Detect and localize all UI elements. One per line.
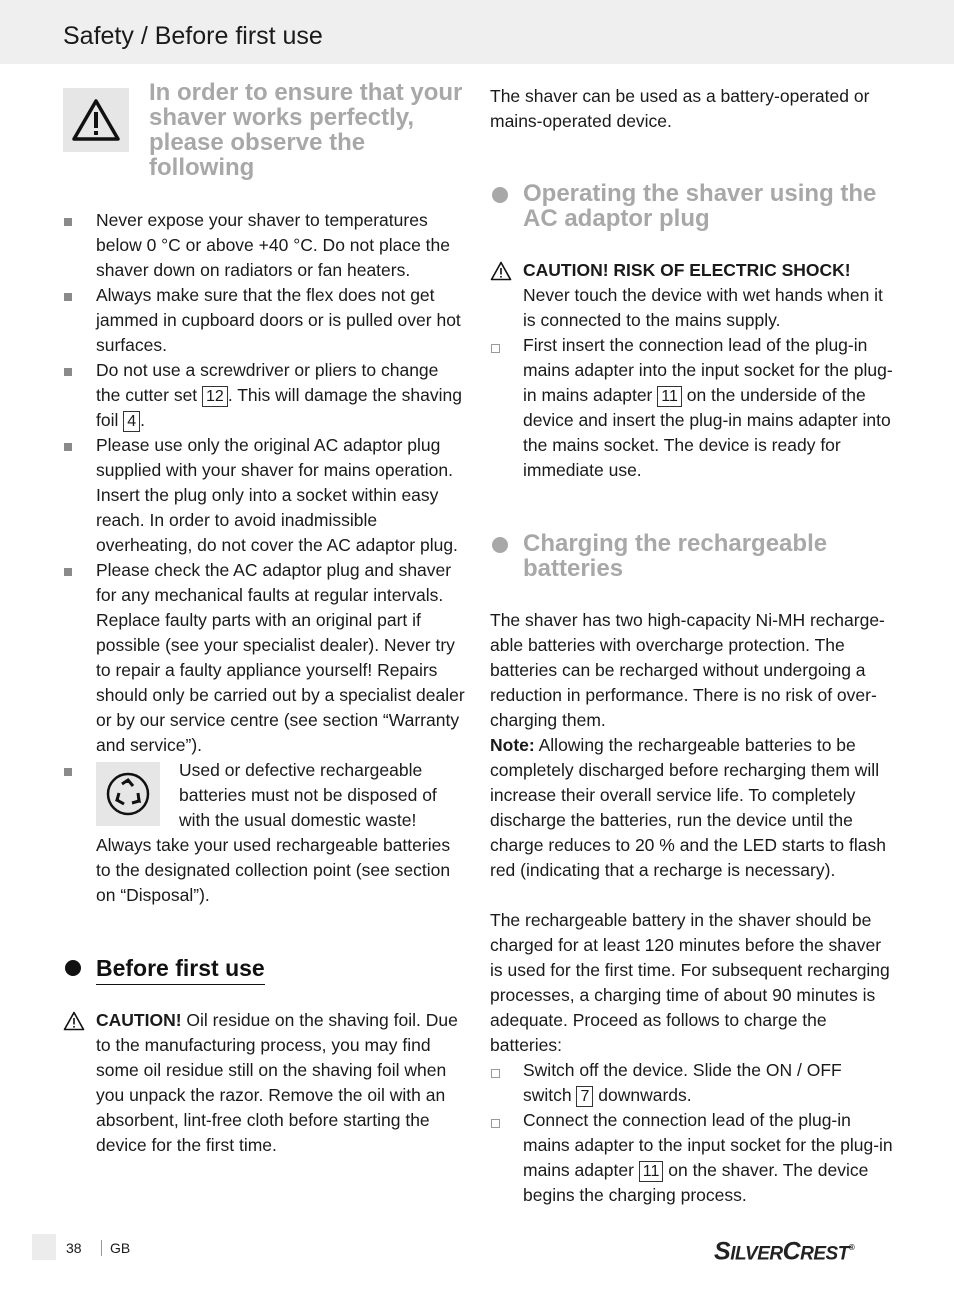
list-item: Do not use a screwdriver or pliers to change the cutter set 12 . This will damage the shaving foil 4 . xyxy=(63,358,465,433)
oil-caution: CAUTION! Oil residue on the shaving foil. Due to the manufacturing process, you may find some oil residue still on the shaving foil when you unpack the razor. Remove the oil with an absorbent, lint-free cloth before starting the device for the first time. xyxy=(63,1008,465,1158)
part-ref-11: 11 xyxy=(639,1161,664,1182)
right-column xyxy=(490,84,894,1205)
charge-steps xyxy=(490,1058,894,1208)
bullet-square-icon xyxy=(64,368,72,376)
list-item: Switch off the device. Slide the ON / OFF switch 7 downwards. xyxy=(490,1058,894,1108)
safety-list xyxy=(63,208,465,908)
caution-triangle-icon xyxy=(63,1011,85,1031)
list-item: Used or defective rechargeable batteries must not be disposed of with the usual domestic waste! Always take your used rechargeable batteries to the designated collection point (see section on “Disposal”). xyxy=(63,758,465,908)
list-item: Never expose your shaver to temperatures below 0 °C or above +40 °C. Do not place the shaver down on radiators or fan heaters. xyxy=(63,208,465,283)
list-item: First insert the connection lead of the plug-in mains adapter into the input socket for the plug-in mains adapter 11 on the underside of the device and insert the plug-in mains adapter into the mains socket. The device is ready for immediate use. xyxy=(490,333,894,483)
language-code: GB xyxy=(101,1240,130,1256)
safety-heading: In order to ensure that your shaver works perfectly, please observe the following xyxy=(149,79,463,181)
list-item: Please check the AC adaptor plug and shaver for any mechanical faults at regular intervals. Replace faulty parts with an original part if possible (see your specialist dealer). Never try to repair a faulty appliance yourself! Repairs should only be carried out by a specialist dealer or by our service centre (see section “Warranty and service”). xyxy=(63,558,465,758)
list-item: Always make sure that the flex does not get jammed in cupboard doors or is pulled over hot surfaces. xyxy=(63,283,465,358)
section-bullet-icon xyxy=(492,537,508,553)
intro-text: The shaver can be used as a battery-operated or mains-operated device. xyxy=(490,86,870,131)
caution-triangle-icon xyxy=(490,261,512,281)
part-ref-7: 7 xyxy=(576,1086,593,1107)
bullet-square-icon xyxy=(64,768,72,776)
charging-body xyxy=(490,608,894,1208)
ac-steps xyxy=(490,333,894,483)
step-box-icon xyxy=(491,1069,500,1078)
before-first-use-heading: Before first use xyxy=(96,954,265,985)
list-item: Please use only the original AC adaptor plug supplied with your shaver for mains operation. Insert the plug only into a socket within easy reach. In order to avoid inadmissible overheating, do not cover the AC adaptor plug. xyxy=(63,433,465,558)
charging-paragraph: The shaver has two high-capacity Ni-MH recharge-able batteries with overcharge protection. The batteries can be recharged without undergoing a reduction in performance. There is no risk of over-charging them. xyxy=(490,610,885,730)
shock-caution xyxy=(490,258,894,333)
note-paragraph: Note: Allowing the rechargeable batteries to be completely discharged before recharging them will increase their overall service life. To completely discharge the batteries, run the device until the charge reduces to 20 % and the LED starts to flash red (indicating that a recharge is necessary). xyxy=(490,735,886,880)
page-header xyxy=(0,0,954,64)
part-ref-12: 12 xyxy=(202,386,228,407)
brand-logo: SILVERCREST® xyxy=(714,1237,855,1266)
battery-recycle-icon xyxy=(105,771,151,817)
recycle-box xyxy=(96,762,160,826)
part-ref-11: 11 xyxy=(657,386,682,407)
warning-box xyxy=(63,88,129,152)
charging-heading: Charging the rechargeable batteries xyxy=(523,530,828,582)
charging-paragraph: The rechargeable battery in the shaver should be charged for at least 120 minutes before the shaver is used for the first time. For subsequent recharging processes, a charging time of about 90 minutes is adequate. Proceed as follows to charge the batteries: xyxy=(490,910,890,1055)
page-number: 38 xyxy=(66,1240,82,1256)
page-title: Safety / Before first use xyxy=(63,22,323,50)
bullet-square-icon xyxy=(64,568,72,576)
shock-caution-label: CAUTION! RISK OF ELECTRIC SHOCK! xyxy=(523,260,851,280)
step-box-icon xyxy=(491,1119,500,1128)
bullet-square-icon xyxy=(64,443,72,451)
ac-adaptor-heading: Operating the shaver using the AC adaptor plug xyxy=(523,180,877,232)
step-box-icon xyxy=(491,344,500,353)
section-bullet-icon xyxy=(492,187,508,203)
shock-caution-text: Never touch the device with wet hands when it is connected to the mains supply. xyxy=(523,285,883,330)
part-ref-4: 4 xyxy=(123,411,140,432)
list-item: Connect the connection lead of the plug-in mains adapter to the input socket for the plug-in mains adapter 11 on the shaver. The device begins the charging process. xyxy=(490,1108,894,1208)
warning-triangle-icon xyxy=(71,98,121,142)
bullet-square-icon xyxy=(64,218,72,226)
bullet-square-icon xyxy=(64,293,72,301)
section-bullet-icon xyxy=(65,960,81,976)
footer-tab xyxy=(32,1234,56,1260)
